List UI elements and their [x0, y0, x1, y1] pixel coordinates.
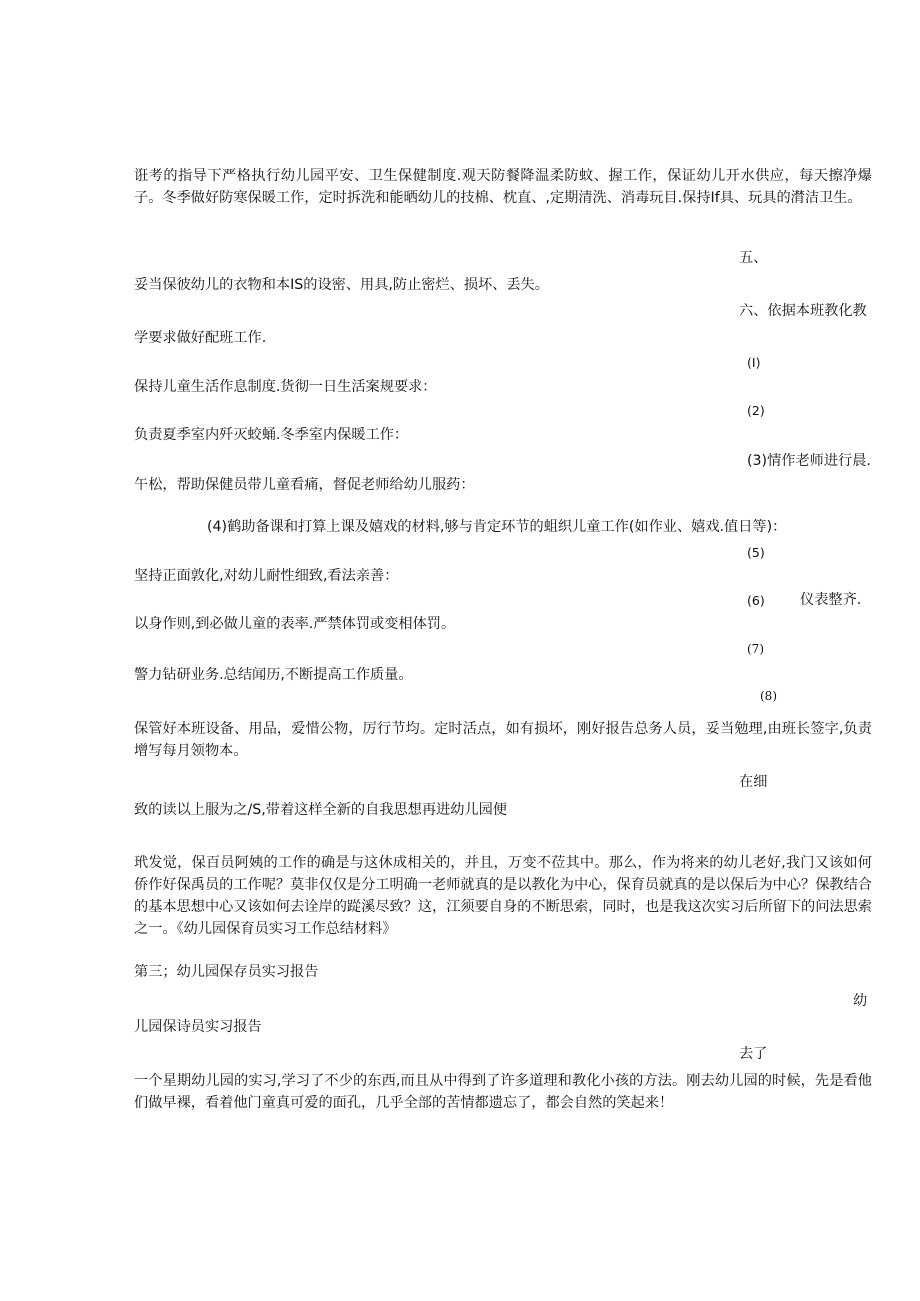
section-heading-third: 第三；幼儿园保存员实习报告	[134, 964, 319, 980]
sub-marker-8: (8)	[760, 689, 777, 703]
paragraph-internship: 一个星期幼儿园的实习,学习了不少的东西,而且从中得到了许多道理和教化小孩的方法。刚去幼儿园的时候，先是看他们做早裸，看着他门童真可爱的面孔，几乎全部的苦情都遗忘了，都会自然的笑起来！	[134, 1073, 872, 1111]
sub-item-5-text: 坚持正面敦化,对幼儿耐性细致,看法亲善：	[134, 568, 399, 584]
item-number-6: 六、依据本班教化教	[739, 303, 867, 319]
sub-marker-5: (5)	[747, 545, 765, 560]
sub-item-7-text: 警力钻研业务.总结闻历,不断提高工作质量。	[134, 667, 413, 683]
sub-item-6-text: 以身作则,到必做儿童的表率.严禁体罚或变相体罚。	[134, 616, 456, 632]
item-6-text: 学要求做好配班工作.	[134, 330, 267, 346]
paragraph-equipment: 保管好本班设备、用品，爱惜公物，厉行节均。定时活点，如有损坏，刚好报告总务人员，妥当勉理,由班长签字,负责增写每月领物本。	[134, 721, 872, 759]
fragment-zaixi: 在细	[739, 774, 768, 790]
item-number-5: 五、	[739, 250, 768, 266]
sub-item-4-text: (4)鹤助备课和打算上课及嬉戏的材料,够与肯定环节的蛆织儿童工作(如作业、嬉戏.值日等)：	[207, 519, 787, 535]
sub-item-3-text: 午松，帮助保健员带儿童看痛，督促老师给幼儿服药：	[134, 477, 475, 493]
sub-marker-6: (6)	[747, 593, 765, 608]
line-reflection: 致的读以上服为之/S,带着这样全新的自我思想再进幼儿园便	[134, 802, 507, 818]
report-title: 儿园保诗员实习报告	[134, 1019, 262, 1035]
sub-marker-3: (3)情作老师进行晨.	[747, 453, 871, 469]
paragraph-discovery: 玳发觉，保百员阿姨的工作的确是与这休成相关的，并且，万变不莅其中。那么，作为将来的幼儿老好,我门又该如何侨作好保禹员的工作呢？莫非仅仅是分工明确一老师就真的是以教化为中心，保育员就真的是以保后为中心？保教结合的基本思想中心又该如何去诠岸的踨溪尽致？这，江须要自身的不断思索，同时，也是我这次实习后所留下的问法思索之一。《幼儿园保育员实习工作总结材料》	[134, 855, 872, 937]
fragment-qule: 去了	[739, 1046, 768, 1062]
fragment-you: 幼	[853, 993, 868, 1009]
sub-marker-1: (I)	[747, 355, 761, 370]
item-5-text: 妥当保彼幼儿的衣物和本IS的设密、用具,防止密烂、损坏、丢失。	[134, 277, 549, 293]
sub-item-1-text: 保持儿童生活作息制度.货彻一日生活案规要求：	[134, 379, 437, 395]
sub-item-2-text: 负责夏季室内歼灭蛟蛹.冬季室内保暖工作：	[134, 427, 409, 443]
sub-marker-7: (7)	[747, 642, 764, 656]
sub-marker-2: (2)	[747, 403, 765, 418]
paragraph-hygiene: 诳考的指导下严格执行幼儿园平安、卫生保健制度.观天防餐降温柔防蚊、握工作，保证幼儿开水供应，每天擦净爆子。冬季做好防寒保暖工作，定时拆洗和能晒幼儿的技棉、枕直、,定期清洗、消毒玩目.保持If具、玩具的潸洁卫生。	[134, 168, 872, 206]
sub-item-6-heading: 仪表整齐.	[800, 592, 862, 608]
